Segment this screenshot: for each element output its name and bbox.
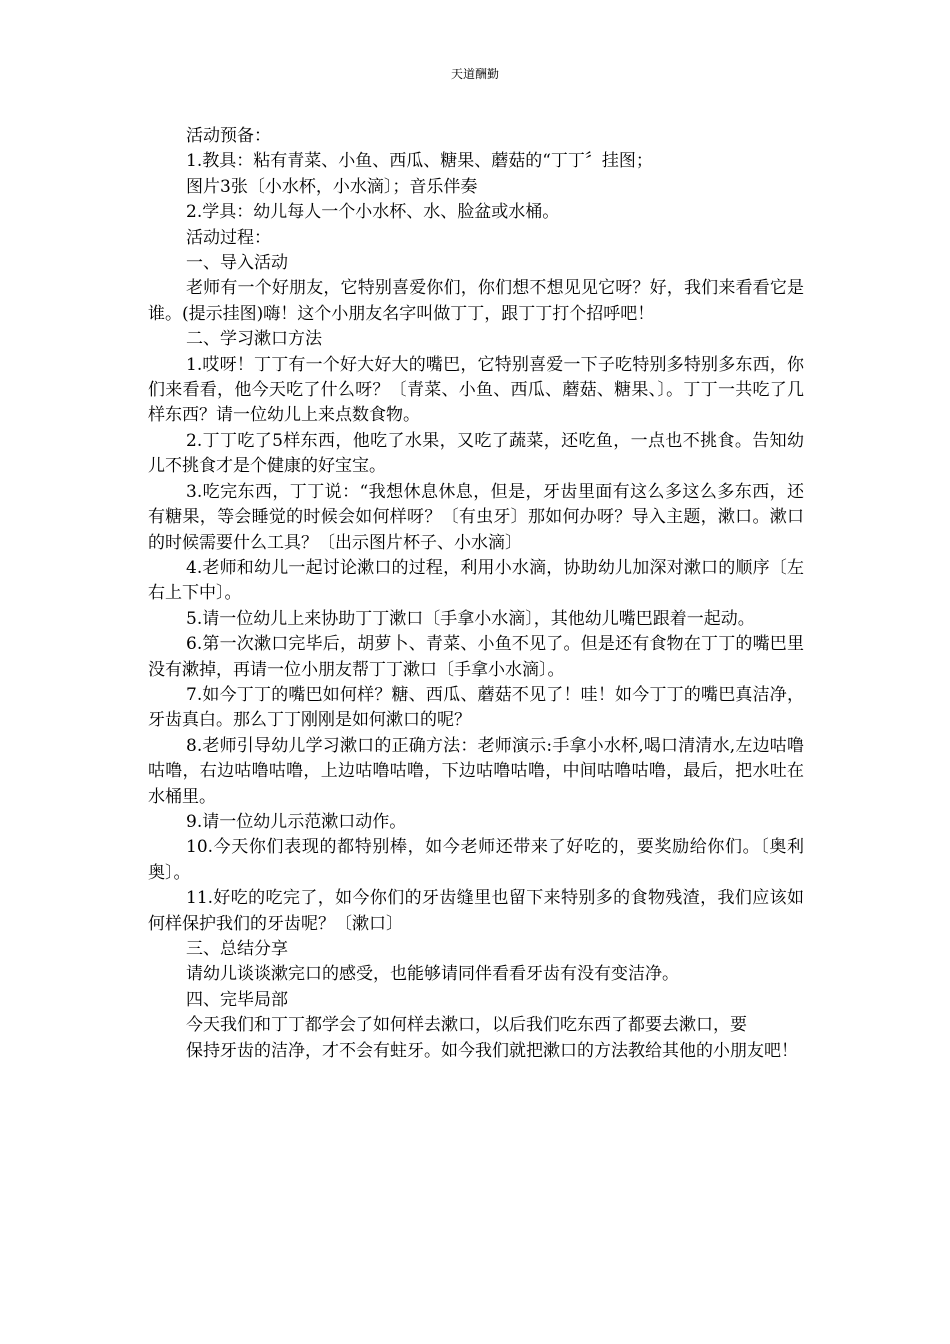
section-heading-summary: 三、总结分享 (186, 939, 288, 959)
paragraph-learning-aids: 2.学具：幼儿每人一个小水杯、水、脸盆或水桶。 (186, 202, 560, 223)
paragraph-step-10: 10.今天你们表现的都特别棒，如今老师还带来了好吃的，要奖励给你们。〔奥利奥〕。 (148, 837, 804, 883)
section-heading-ending: 四、完毕局部 (186, 989, 288, 1010)
section-heading-intro: 一、导入活动 (186, 253, 288, 274)
paragraph-step-5: 5.请一位幼儿上来协助丁丁漱口〔手拿小水滴〕，其他幼儿嘴巴跟着一起动。 (186, 608, 755, 629)
paragraph-step-4: 4.老师和幼儿一起讨论漱口的过程，利用小水滴，协助幼儿加深对漱口的顺序〔左右上下中〕。 (148, 557, 804, 604)
paragraph-summary: 请幼儿谈谈漱完口的感受，也能够请同伴看看牙齿有没有变洁净。 (186, 964, 679, 985)
paragraph-step-7: 7.如今丁丁的嘴巴如何样？糖、西瓜、蘑菇不见了！哇！如今丁丁的嘴巴真洁净，牙齿真白。那么丁丁刚刚是如何漱口的呢？ (148, 684, 804, 731)
paragraph-step-8: 8.老师引导幼儿学习漱口的正确方法：老师演示:手拿小水杯,喝口清清水,左边咕噜咕噜，右边咕噜咕噜，上边咕噜咕噜，下边咕噜咕噜，中间咕噜咕噜，最后，把水吐在水桶里。 (148, 735, 804, 807)
paragraph-intro: 老师有一个好朋友，它特别喜爱你们，你们想不想见见它呀？好，我们来看看它是谁。(提示挂图)嗨！这个小朋友名字叫做丁丁，跟丁丁打个招呼吧！ (148, 278, 804, 324)
paragraph-step-3: 3.吃完东西，丁丁说：“我想休息休息，但是，牙齿里面有这么多这么多东西，还有糖果，等会睡觉的时候会如何样呀？〔有虫牙〕那如何办呀？导入主题，漱口。漱口的时候需要什么工具？〔出示图片杯子、小水滴〕 (148, 481, 804, 553)
paragraph-step-11: 11.好吃的吃完了，如今你们的牙齿缝里也留下来特别多的食物残渣，我们应该如何样保护我们的牙齿呢？〔漱口〕 (148, 888, 804, 934)
paragraph-ending-2: 保持牙齿的洁净，才不会有蛀牙。如今我们就把漱口的方法教给其他的小朋友吧！ (186, 1040, 798, 1061)
paragraph-step-1: 1.哎呀！丁丁有一个好大好大的嘴巴，它特别喜爱一下子吃特别多特别多东西，你们来看看，他今天吃了什么呀？〔青菜、小鱼、西瓜、蘑菇、糖果、〕。丁丁一共吃了几样东西？请一位幼儿上来点数食物。 (148, 354, 804, 426)
section-heading-method: 二、学习漱口方法 (186, 329, 322, 350)
paragraph-prep-heading: 活动预备： (186, 126, 271, 146)
document-body (148, 124, 804, 1064)
paragraph-ending-1: 今天我们和丁丁都学会了如何样去漱口，以后我们吃东西了都要去漱口，要 (186, 1015, 747, 1036)
page-header: 天道酬勤 (450, 67, 499, 81)
paragraph-step-6: 6.第一次漱口完毕后，胡萝卜、青菜、小鱼不见了。但是还有食物在丁丁的嘴巴里没有漱掉，再请一位小朋友帮丁丁漱口〔手拿小水滴〕。 (148, 634, 804, 680)
paragraph-step-9: 9.请一位幼儿示范漱口动作。 (186, 811, 407, 832)
paragraph-pictures: 图片3张〔小水杯，小水滴〕；音乐伴奏 (186, 176, 478, 197)
paragraph-teaching-aids: 1.教具：粘有青菜、小鱼、西瓜、糖果、蘑菇的“丁丁〞挂图； (186, 151, 653, 172)
paragraph-step-2: 2.丁丁吃了5样东西，他吃了水果，又吃了蔬菜，还吃鱼，一点也不挑食。告知幼儿不挑食才是个健康的好宝宝。 (148, 430, 804, 477)
paragraph-process-heading: 活动过程： (186, 227, 271, 248)
